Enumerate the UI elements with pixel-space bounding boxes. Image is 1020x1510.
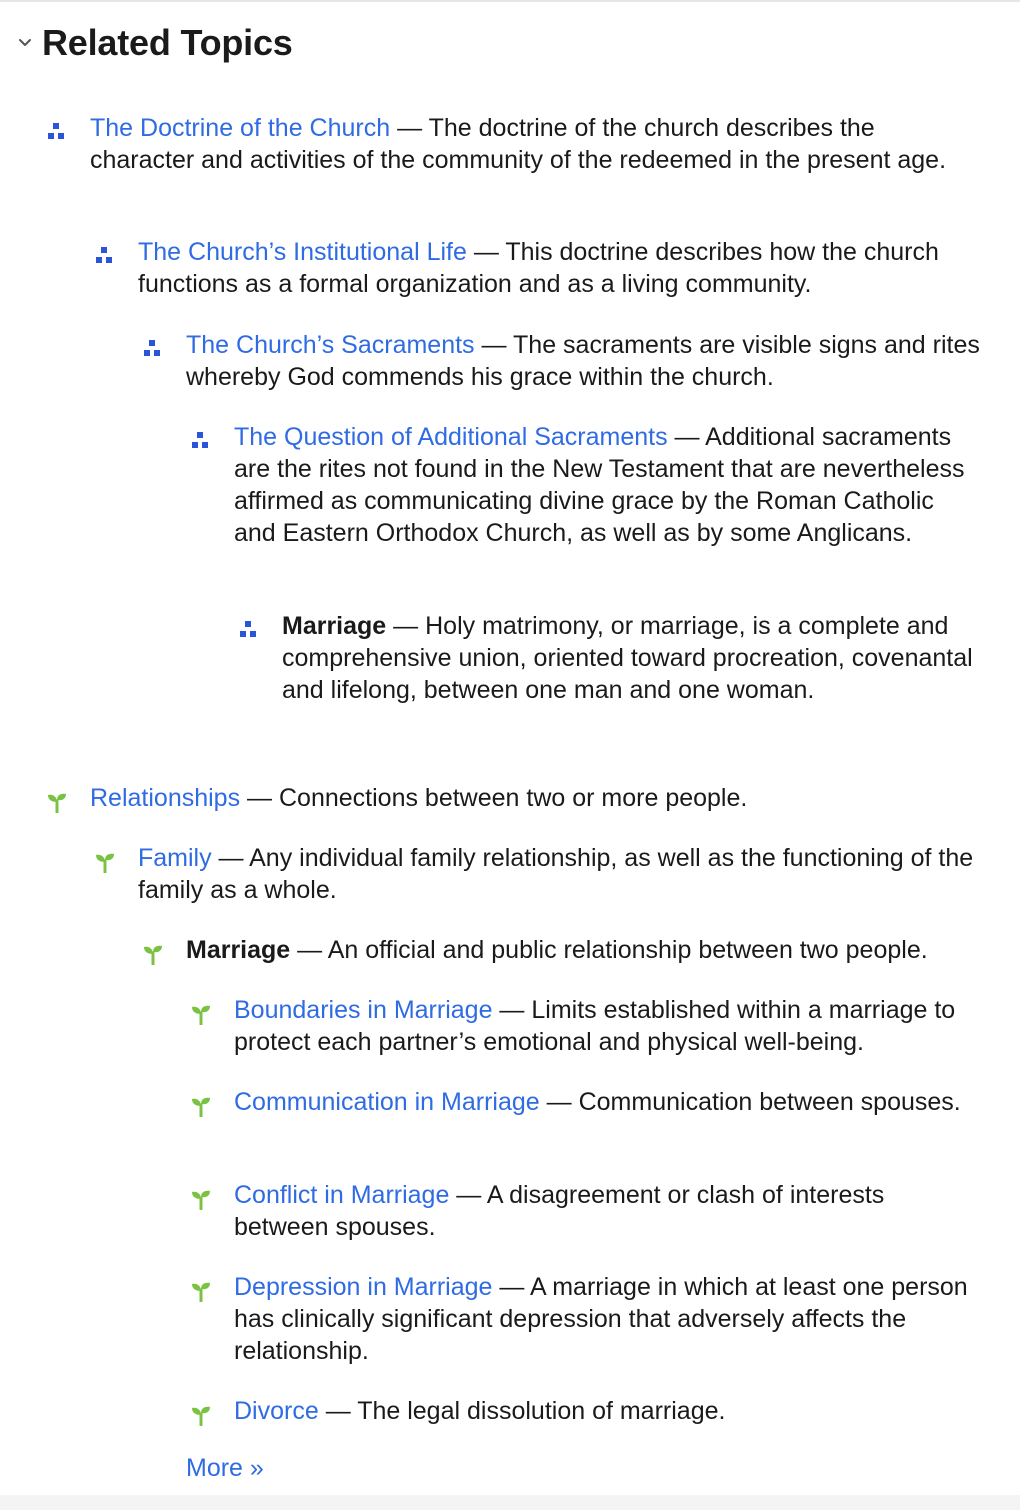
topic-link[interactable]: Depression in Marriage	[234, 1273, 493, 1301]
topic-item: The Church’s Institutional Life — This doctrine describes how the church functions as a formal organization and as a living community.	[138, 236, 980, 300]
topic-item: Marriage — Holy matrimony, or marriage, is a complete and comprehensive union, oriented toward procreation, covenantal and lifelong, between one man and one woman.	[282, 610, 980, 706]
topic-description: The legal dissolution of marriage.	[357, 1397, 726, 1425]
topic-title-current: Marriage	[282, 612, 387, 640]
topic-description: The doctrine of the church describes the character and activities of the community of the redeemed in the present age.	[90, 114, 947, 174]
topic-item: The Church’s Sacraments — The sacraments are visible signs and rites whereby God commends his grace within the church.	[186, 329, 980, 393]
topic-description: An official and public relationship between two people.	[327, 936, 928, 964]
topic-description: Communication between spouses.	[578, 1088, 961, 1116]
topic-link[interactable]: Relationships	[90, 784, 241, 812]
sprout-icon	[190, 1402, 212, 1424]
topic-title-current: Marriage	[186, 936, 291, 964]
sprout-icon	[190, 1278, 212, 1300]
chevron-down-icon[interactable]	[16, 34, 34, 52]
section-header[interactable]	[16, 22, 293, 64]
topic-description: Connections between two or more people.	[279, 784, 748, 812]
topic-description: A marriage in which at least one person has clinically significant depression that adversely affects the relationship.	[234, 1273, 968, 1365]
topic-link[interactable]: Family	[138, 844, 212, 872]
bottom-divider	[0, 1495, 1020, 1510]
topic-item: Divorce — The legal dissolution of marriage.	[234, 1395, 980, 1427]
topic-link[interactable]: The Church’s Sacraments	[186, 331, 475, 359]
topic-item: Conflict in Marriage — A disagreement or clash of interests between spouses.	[234, 1179, 980, 1243]
topic-link[interactable]: The Question of Additional Sacraments	[234, 423, 668, 451]
topic-link[interactable]: The Doctrine of the Church	[90, 114, 391, 142]
hierarchy-icon	[46, 119, 68, 141]
topic-item: Marriage — An official and public relationship between two people.	[186, 934, 980, 966]
sprout-icon	[142, 941, 164, 963]
more-link[interactable]: More »	[186, 1454, 264, 1482]
sprout-icon	[190, 1001, 212, 1023]
hierarchy-icon	[142, 336, 164, 358]
topic-item: The Question of Additional Sacraments — Additional sacraments are the rites not found in the New Testament that are nevertheless affirmed as communicating divine grace by the Roman Catholic and Eastern Orthodox Church, as well as by some Anglicans.	[234, 421, 980, 549]
topic-item: The Doctrine of the Church — The doctrine of the church describes the character and activities of the community of the redeemed in the present age.	[90, 112, 980, 176]
topic-description: Limits established within a marriage to protect each partner’s emotional and physical well-being.	[234, 996, 956, 1056]
section-title: Related Topics	[42, 22, 293, 63]
topic-link[interactable]: Communication in Marriage	[234, 1088, 540, 1116]
topic-item: Boundaries in Marriage — Limits established within a marriage to protect each partner’s emotional and physical well-being.	[234, 994, 980, 1058]
topic-description: This doctrine describes how the church functions as a formal organization and as a living community.	[138, 238, 939, 298]
sprout-icon	[190, 1186, 212, 1208]
hierarchy-icon	[94, 243, 116, 265]
topic-description: The sacraments are visible signs and rites whereby God commends his grace within the church.	[186, 331, 980, 391]
topic-item: Family — Any individual family relationship, as well as the functioning of the family as a whole.	[138, 842, 980, 906]
topic-item: Depression in Marriage — A marriage in which at least one person has clinically significant depression that adversely affects the relationship.	[234, 1271, 980, 1367]
topic-link[interactable]: Boundaries in Marriage	[234, 996, 493, 1024]
hierarchy-icon	[190, 428, 212, 450]
sprout-icon	[190, 1093, 212, 1115]
top-divider	[0, 0, 1020, 2]
topic-link[interactable]: Divorce	[234, 1397, 319, 1425]
topic-item: Relationships — Connections between two or more people.	[90, 782, 980, 814]
topic-link[interactable]: Conflict in Marriage	[234, 1181, 450, 1209]
topic-description: Any individual family relationship, as well as the functioning of the family as a whole.	[138, 844, 974, 904]
topic-description: A disagreement or clash of interests between spouses.	[234, 1181, 885, 1241]
hierarchy-icon	[238, 617, 260, 639]
sprout-icon	[46, 789, 68, 811]
topic-description: Additional sacraments are the rites not found in the New Testament that are nevertheless affirmed as communicating divine grace by the Roman Catholic and Eastern Orthodox Church, as well as by some Anglicans.	[234, 423, 965, 547]
sprout-icon	[94, 849, 116, 871]
topic-description: Holy matrimony, or marriage, is a complete and comprehensive union, oriented toward procreation, covenantal and lifelong, between one man and one woman.	[282, 612, 973, 704]
topic-item: Communication in Marriage — Communication between spouses.	[234, 1086, 980, 1118]
topic-link[interactable]: The Church’s Institutional Life	[138, 238, 467, 266]
